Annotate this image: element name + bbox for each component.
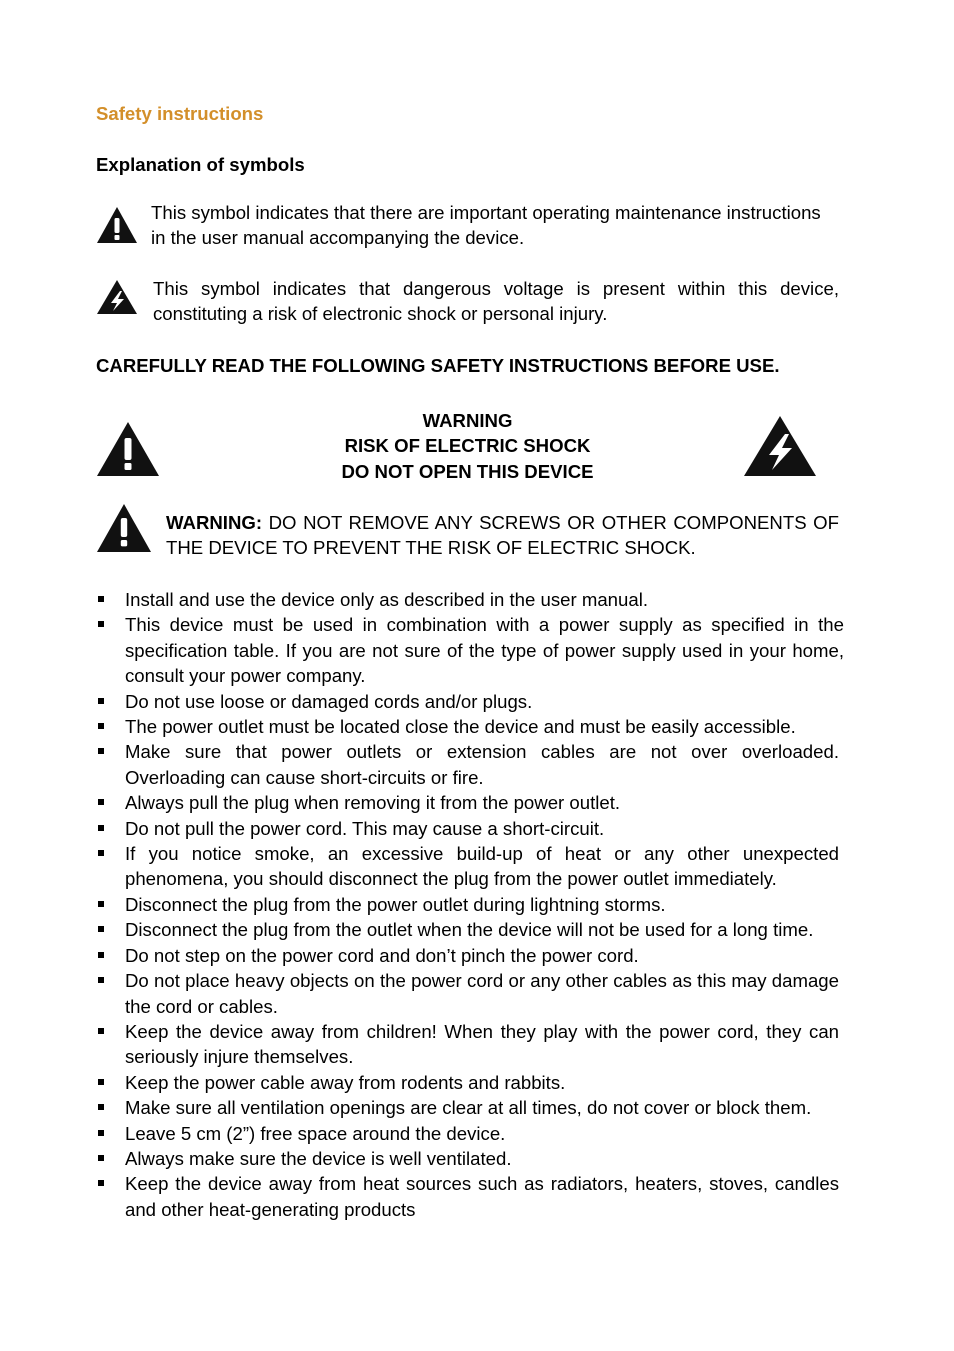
list-item: Do not place heavy objects on the power cord or any other cables as this may damage the cord or cables. xyxy=(96,968,844,1019)
warning-line: DO NOT OPEN THIS DEVICE xyxy=(341,460,594,482)
list-item: Do not step on the power cord and don’t pinch the power cord. xyxy=(96,943,844,968)
bullet-icon xyxy=(98,698,104,704)
lightning-triangle-icon xyxy=(96,279,138,315)
bullet-icon xyxy=(98,723,104,729)
list-item: Make sure all ventilation openings are clear at all times, do not cover or block them. xyxy=(96,1095,844,1120)
warning-block xyxy=(96,408,839,488)
bullet-icon xyxy=(98,850,104,856)
list-item: Keep the power cable away from rodents and rabbits. xyxy=(96,1070,844,1095)
safety-instruction-list xyxy=(96,587,844,1222)
list-item: The power outlet must be located close the device and must be easily accessible. xyxy=(96,714,844,739)
bullet-icon xyxy=(98,748,104,754)
warning-note-body: DO NOT REMOVE ANY SCREWS OR OTHER COMPONENTS OF THE DEVICE TO PREVENT THE RISK OF ELECTRIC SHOCK. xyxy=(166,512,839,559)
bullet-icon xyxy=(98,977,104,983)
bullet-icon xyxy=(98,1079,104,1085)
bullet-icon xyxy=(98,1155,104,1161)
bullet-icon xyxy=(98,1104,104,1110)
warning-line: WARNING xyxy=(422,410,513,431)
list-item: Disconnect the plug from the outlet when the device will not be used for a long time. xyxy=(96,917,844,942)
careful-read-notice: CAREFULLY READ THE FOLLOWING SAFETY INSTRUCTIONS BEFORE USE. xyxy=(96,355,780,376)
bullet-icon xyxy=(98,926,104,932)
symbol-explanation-text: This symbol indicates that there are important operating maintenance instructions in the user manual accompanying the device. xyxy=(151,202,821,249)
warning-heading xyxy=(96,408,839,484)
bullet-icon xyxy=(98,596,104,602)
symbols-heading: Explanation of symbols xyxy=(96,154,305,175)
warning-note xyxy=(96,503,839,559)
section-title: Safety instructions xyxy=(96,103,264,124)
list-item: Do not use loose or damaged cords and/or plugs. xyxy=(96,689,844,714)
list-item: Make sure that power outlets or extension cables are not over overloaded. Overloading can cause short-circuits or fire. xyxy=(96,739,844,790)
bullet-icon xyxy=(98,1180,104,1186)
lightning-triangle-icon xyxy=(743,415,817,477)
list-item: Keep the device away from heat sources such as radiators, heaters, stoves, candles and other heat-generating products xyxy=(96,1171,844,1222)
symbol-explanation-text: This symbol indicates that dangerous voltage is present within this device, constituting a risk of electronic shock or personal injury. xyxy=(153,278,839,325)
warning-line: RISK OF ELECTRIC SHOCK xyxy=(344,435,591,457)
list-item: If you notice smoke, an excessive build-up of heat or any other unexpected phenomena, you should disconnect the plug from the power outlet immediately. xyxy=(96,841,844,892)
list-item: Keep the device away from children! When they play with the power cord, they can seriously injure themselves. xyxy=(96,1019,844,1070)
exclamation-triangle-icon xyxy=(96,503,152,553)
bullet-icon xyxy=(98,799,104,805)
list-item: Do not pull the power cord. This may cause a short-circuit. xyxy=(96,816,844,841)
exclamation-triangle-icon xyxy=(96,206,138,244)
list-item: Install and use the device only as described in the user manual. xyxy=(96,587,844,612)
bullet-icon xyxy=(98,825,104,831)
symbol-explanation-row xyxy=(96,200,839,252)
warning-label: WARNING: xyxy=(166,512,263,533)
bullet-icon xyxy=(98,901,104,907)
symbol-explanation-row xyxy=(96,276,839,328)
bullet-icon xyxy=(98,621,104,627)
warning-note-text xyxy=(166,510,839,561)
bullet-icon xyxy=(98,1028,104,1034)
list-item: Leave 5 cm (2”) free space around the device. xyxy=(96,1121,844,1146)
list-item: Always make sure the device is well ventilated. xyxy=(96,1146,844,1171)
bullet-icon xyxy=(98,952,104,958)
list-item: This device must be used in combination with a power supply as specified in the specification table. If you are not sure of the type of power supply used in your home, consult your power company. xyxy=(96,612,844,688)
list-item: Disconnect the plug from the power outlet during lightning storms. xyxy=(96,892,844,917)
bullet-icon xyxy=(98,1130,104,1136)
list-item: Always pull the plug when removing it from the power outlet. xyxy=(96,790,844,815)
